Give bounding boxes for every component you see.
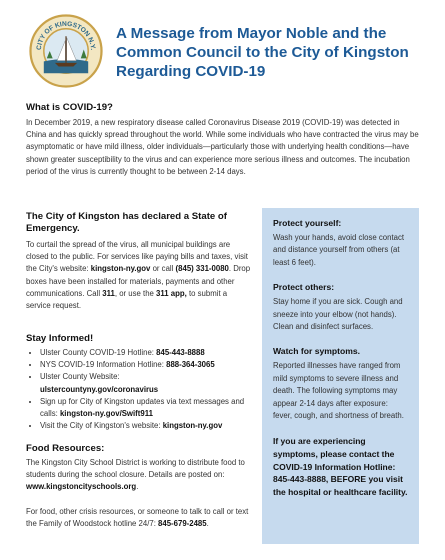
protect-others-body: Stay home if you are sick. Cough and sneeze into your elbow (not hands). Clean and disinfect surfaces. <box>273 297 403 332</box>
list-item: • Visit the City of Kingston's website: kingston-ny.gov <box>40 420 256 432</box>
what-is-covid-heading: What is COVID-19? <box>26 102 113 113</box>
protect-others-heading: Protect others: <box>273 282 335 293</box>
protect-yourself-body: Wash your hands, avoid close contact and distance yourself from others (at least 6 feet). <box>273 233 405 267</box>
list-item: • Ulster County COVID-19 Hotline: 845-443-8888 <box>40 347 256 359</box>
call-311: 311 <box>102 288 115 298</box>
list-item: • NYS COVID-19 Information Hotline: 888-364-3065 <box>40 359 256 371</box>
what-is-covid-section <box>26 102 422 178</box>
watch-symptoms-heading: Watch for symptoms. <box>273 346 361 357</box>
swift911-link[interactable]: kingston-ny.gov/Swift911 <box>59 409 153 419</box>
protect-yourself-heading: Protect yourself: <box>273 218 342 228</box>
food-resources-heading: Food Resources: <box>26 443 105 454</box>
school-website-link[interactable]: www.kingstoncityschools.org <box>26 482 137 492</box>
seal-text: CITY OF KINGSTON N.Y. <box>35 20 97 51</box>
woodstock-hotline: 845-679-2485 <box>158 518 207 528</box>
ulster-website-link[interactable]: ulstercountyny.gov/coronavirus <box>40 384 159 394</box>
what-is-covid-body: In December 2019, a new respiratory disease called Coronavirus Disease 2019 (COVID-19) was detected in China and has quickly spread throughout the world. While some individuals who have contracted the virus may be asymptomatic or have mild illness, older individuals—particularly those with underlying health conditions—have shown greater susceptibility to the virus and can experience more serious illness and outcomes. The incubation period of the virus is currently thought to be between 2-14 days. <box>26 118 419 176</box>
list-item: • Sign up for City of Kingston updates via text messages and calls: kingston-ny.gov/Swift911 <box>40 396 256 420</box>
crisis-resources-body: For food, other crisis resources, or someone to talk to call or text the Family of Woodstock hotline 24/7: 845-679-2485. <box>26 506 249 528</box>
state-of-emergency-heading: The City of Kingston has declared a State of Emergency. <box>26 211 227 234</box>
page-title: A Message from Mayor Noble and the Common Council to the City of Kingston Regarding COVID-19 <box>116 25 409 80</box>
guidance-box <box>262 208 419 544</box>
state-of-emergency-body: To curtail the spread of the virus, all municipal buildings are closed to the public. For services like paying bills and taxes, visit the City's website: kingston-ny.gov or call (845) 331-0080. Drop boxes have been installed for materials, payments and other communications. Call 311, or use the 311 app, to submit a service request. <box>26 240 251 311</box>
city-seal-sailboat-icon <box>29 14 103 88</box>
list-item: • Ulster County Website: ulstercountyny.gov/coronavirus <box>40 371 256 395</box>
kingston-website-link[interactable]: kingston-ny.gov <box>162 421 223 431</box>
stay-informed-heading: Stay Informed! <box>26 333 94 344</box>
city-website-link[interactable]: kingston-ny.gov <box>90 264 151 274</box>
hotline-callout: If you are experiencing symptoms, please contact the COVID-19 Information Hotline: 845-443-8888, BEFORE you visit the hospital or healthcare facility. <box>273 436 408 497</box>
food-resources-section <box>26 443 256 530</box>
watch-symptoms-body: Reported illnesses have ranged from mild symptoms to severe illness and death. The following symptoms may appear 2-14 days after exposure: fever, cough, and shortness of breath. <box>273 361 404 421</box>
app-311: 311 app, <box>156 288 187 298</box>
stay-informed-list <box>26 347 256 432</box>
stay-informed-section <box>26 333 256 432</box>
city-phone: (845) 331-0080 <box>175 264 229 274</box>
food-resources-body: The Kingston City School District is working to distribute food to students during the school closure. Details are posted on: www.kingstoncityschools.org. <box>26 458 245 492</box>
state-of-emergency-section <box>26 211 251 312</box>
